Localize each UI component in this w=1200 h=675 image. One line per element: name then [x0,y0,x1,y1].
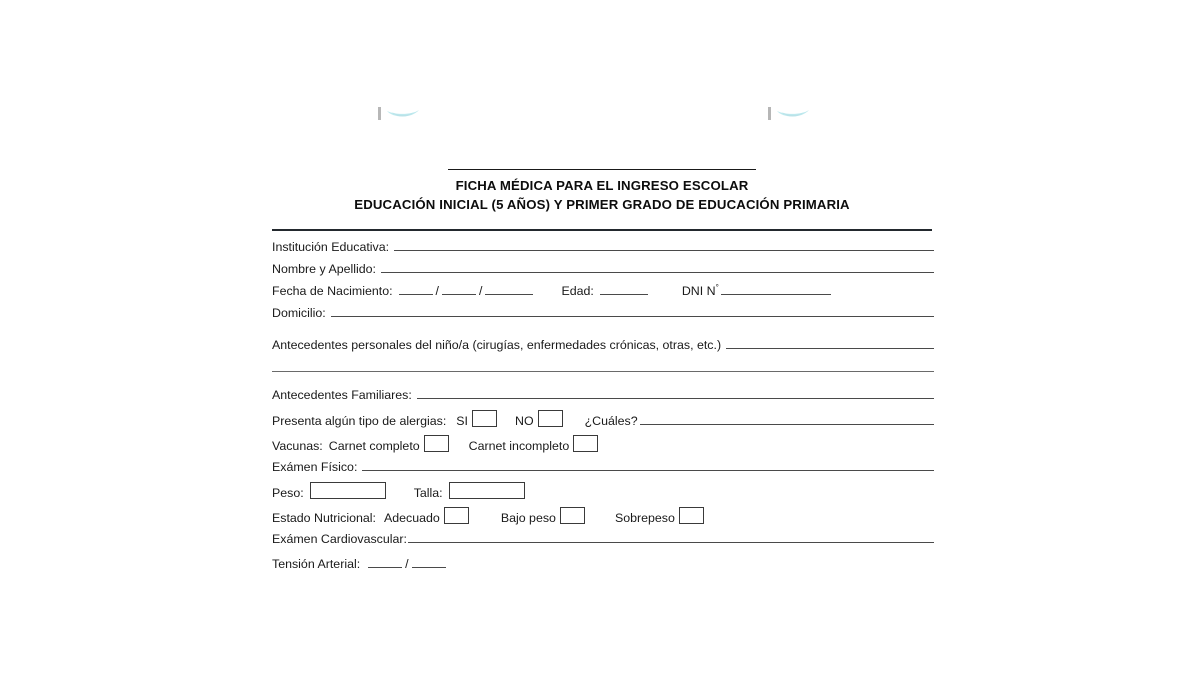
input-dni[interactable] [721,282,831,295]
document-header-band [0,100,1200,134]
field-row-examen-fisico [272,458,934,480]
label-peso: Peso: [272,486,304,500]
label-nutri-sobrepeso: Sobrepeso [614,511,675,525]
input-antecedentes-familiares[interactable] [417,386,934,399]
checkbox-vacunas-completo[interactable] [424,435,449,452]
field-row-peso-talla [272,480,934,505]
header-logo-left [378,107,425,120]
input-fecha-dia[interactable] [399,282,433,295]
label-vacunas: Vacunas: [272,439,323,453]
label-fecha-nacimiento: Fecha de Nacimiento: [272,284,393,298]
field-row-institucion [272,238,934,260]
label-vacunas-incompleto: Carnet incompleto [468,439,570,453]
input-examen-fisico[interactable] [362,458,934,471]
checkbox-alergias-no[interactable] [538,410,563,427]
checkbox-vacunas-incompleto[interactable] [573,435,598,452]
label-antecedentes-personales: Antecedentes personales del niño/a (cirugías, enfermedades crónicas, otras, etc.) [272,338,722,352]
checkbox-alergias-si[interactable] [472,410,497,427]
degree-superscript-icon: ° [715,282,719,292]
input-peso[interactable] [310,482,386,499]
input-alergias-cuales[interactable] [640,412,934,425]
checkbox-nutri-adecuado[interactable] [444,507,469,524]
label-estado-nutricional: Estado Nutricional: [272,511,376,525]
label-nutri-adecuado: Adecuado [384,511,440,525]
date-separator-1: / [435,284,439,298]
field-row-estado-nutricional [272,505,934,530]
input-antecedentes-personales-line2[interactable] [272,358,934,380]
title-line-2: EDUCACIÓN INICIAL (5 AÑOS) Y PRIMER GRADO DE EDUCACIÓN PRIMARIA [354,196,850,212]
title-top-rule [448,169,756,170]
input-antecedentes-personales[interactable] [726,336,934,349]
label-dni: DNI N° [681,282,719,298]
swoosh-logo-icon [386,107,420,120]
label-edad: Edad: [561,284,594,298]
label-nutri-bajo-peso: Bajo peso [500,511,556,525]
input-fecha-anio[interactable] [485,282,533,295]
label-alergias-no: NO [515,414,534,428]
title-line-1: FICHA MÉDICA PARA EL INGRESO ESCOLAR [455,178,749,193]
logo-bar-icon [378,107,381,120]
page-title [272,177,932,214]
label-nombre: Nombre y Apellido: [272,262,376,276]
date-separator-2: / [478,284,483,298]
spacer [272,326,934,336]
label-examen-cardiovascular: Exámen Cardiovascular: [272,532,407,546]
header-logo-right [768,107,815,120]
label-antecedentes-familiares: Antecedentes Familiares: [272,388,412,402]
label-tension-arterial: Tensión Arterial: [272,557,361,571]
label-alergias-cuales: ¿Cuáles? [584,414,638,428]
input-tension-diastolica[interactable] [412,555,446,568]
field-row-fecha-edad-dni [272,282,934,304]
input-examen-cardiovascular[interactable] [408,530,934,543]
field-row-tension-arterial [272,555,934,580]
input-talla[interactable] [449,482,525,499]
title-bottom-rule [272,229,932,231]
field-row-nombre [272,260,934,282]
input-fecha-mes[interactable] [442,282,476,295]
input-domicilio[interactable] [331,304,934,317]
label-alergias-si: SI [456,414,468,428]
field-row-antecedentes-familiares [272,386,934,408]
input-nombre[interactable] [381,260,934,273]
label-institucion: Institución Educativa: [272,240,390,254]
label-alergias: Presenta algún tipo de alergias: [272,414,447,428]
input-institucion[interactable] [394,238,934,251]
label-vacunas-completo: Carnet completo [328,439,420,453]
field-row-domicilio [272,304,934,326]
input-tension-sistolica[interactable] [368,555,402,568]
field-row-examen-cardiovascular [272,530,934,555]
checkbox-nutri-bajo-peso[interactable] [560,507,585,524]
label-domicilio: Domicilio: [272,306,326,320]
swoosh-logo-icon [776,107,810,120]
field-row-antecedentes-personales [272,336,934,358]
field-row-alergias [272,408,934,433]
checkbox-nutri-sobrepeso[interactable] [679,507,704,524]
input-edad[interactable] [600,282,648,295]
label-talla: Talla: [413,486,443,500]
form-body [272,238,934,580]
tension-separator: / [405,557,409,571]
field-row-vacunas [272,433,934,458]
label-examen-fisico: Exámen Físico: [272,460,358,474]
logo-bar-icon [768,107,771,120]
